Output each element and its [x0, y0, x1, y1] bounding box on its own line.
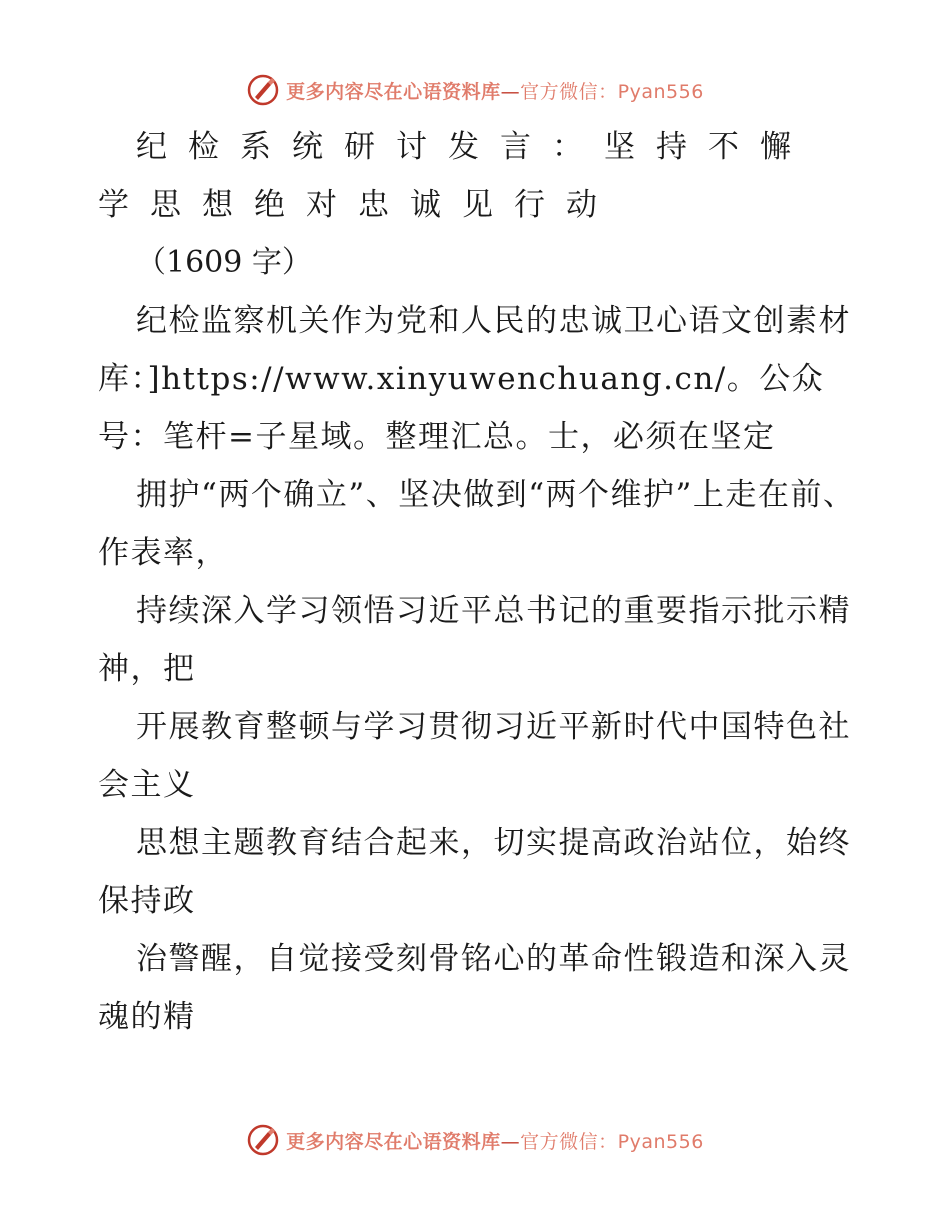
paragraph: 开展教育整顿与学习贯彻习近平新时代中国特色社会主义 [98, 709, 851, 803]
document-body [98, 118, 858, 1046]
paragraph: 持续深入学习领悟习近平总书记的重要指示批示精神，把 [98, 593, 851, 687]
brand-logo-icon [246, 1123, 280, 1157]
paragraph: 思想主题教育结合起来，切实提高政治站位，始终保持政 [98, 825, 851, 919]
paragraph: 纪检监察机关作为党和人民的忠诚卫心语文创素材库：]https://www.xinyuwenchuang.cn/。公众号：笔杆=子星域。整理汇总。士，必须在坚定 [98, 303, 851, 455]
footer-watermark-banner [0, 1122, 950, 1158]
paragraph: 治警醒，自觉接受刻骨铭心的革命性锻造和深入灵魂的精 [98, 941, 851, 1035]
banner-text: 更多内容尽在心语资料库—官方微信：Pyan556 [286, 1130, 704, 1153]
header-watermark-banner [0, 72, 950, 108]
banner-text: 更多内容尽在心语资料库—官方微信：Pyan556 [286, 80, 704, 103]
paragraph: 拥护“两个确立”、坚决做到“两个维护”上走在前、作表率， [98, 477, 856, 571]
brand-logo-icon [246, 73, 280, 107]
word-count: （1609 字） [136, 245, 312, 280]
document-title: 纪检系统研讨发言：坚持不懈学思想绝对忠诚见行动 [98, 129, 812, 223]
